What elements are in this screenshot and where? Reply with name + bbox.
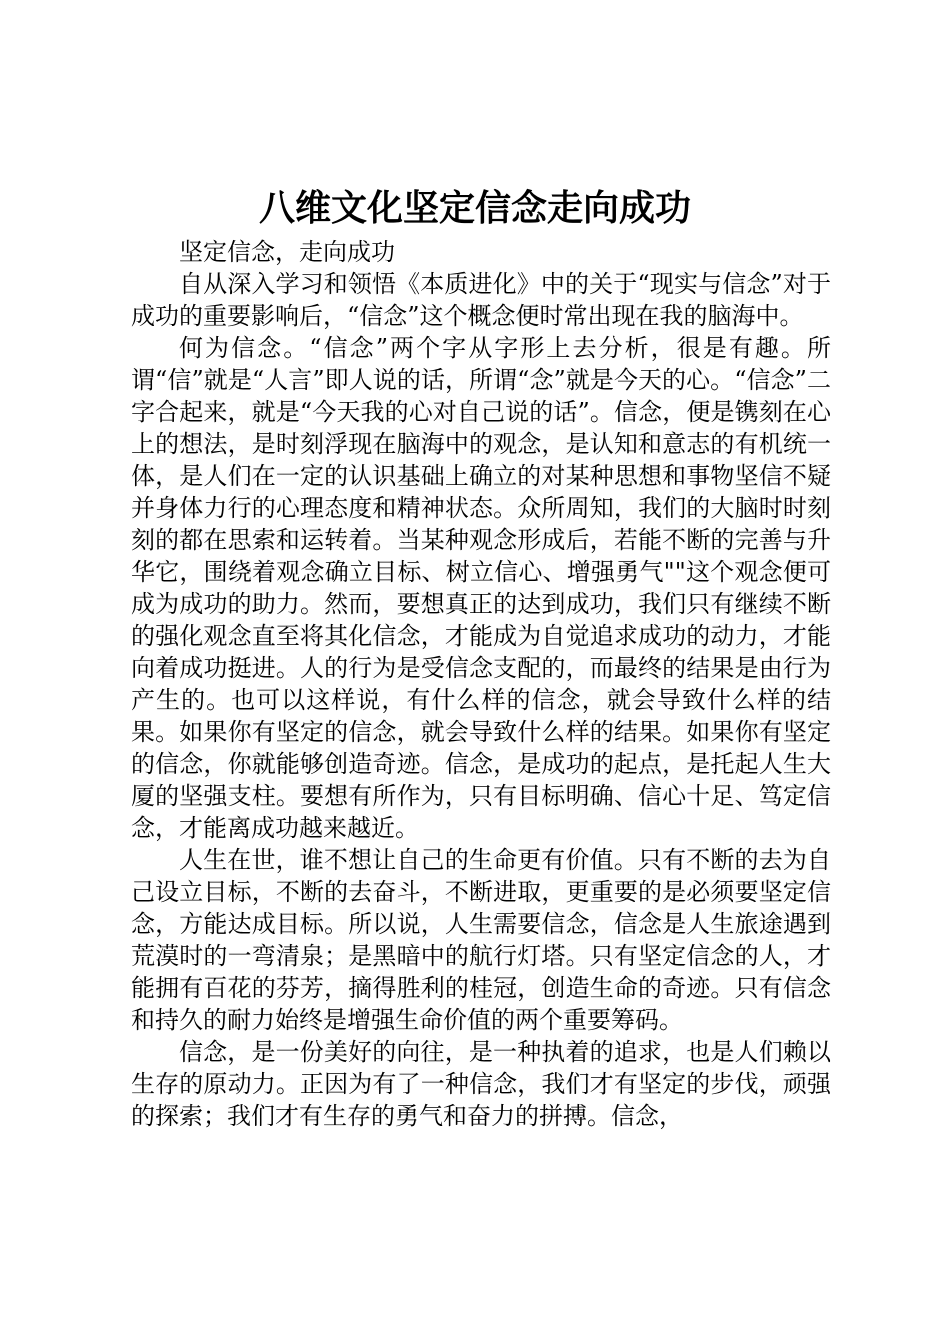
body-paragraph: 信念，是一份美好的向往，是一种执着的追求，也是人们赖以生存的原动力。正因为有了一种信念，我们才有坚定的步伐，顽强的探索；我们才有生存的勇气和奋力的拼搏。信念， (131, 1038, 831, 1130)
document-body (131, 236, 831, 1132)
body-paragraph: 人生在世，谁不想让自己的生命更有价值。只有不断的去为自己设立目标，不断的去奋斗，不断进取，更重要的是必须要坚定信念，方能达成目标。所以说，人生需要信念，信念是人生旅途遇到荒漠时的一弯清泉；是黑暗中的航行灯塔。只有坚定信念的人，才能拥有百花的芬芳，摘得胜利的桂冠，创造生命的奇迹。只有信念和持久的耐力始终是增强生命价值的两个重要筹码。 (131, 846, 831, 1034)
subtitle-paragraph: 坚定信念，走向成功 (179, 238, 395, 266)
document-title: 八维文化坚定信念走向成功 (258, 187, 691, 229)
body-paragraph: 何为信念。“信念”两个字从字形上去分析，很是有趣。所谓“信”就是“人言”即人说的话，所谓“念”就是今天的心。“信念”二字合起来，就是“今天我的心对自己说的话”。信念，便是镌刻在心上的想法，是时刻浮现在脑海中的观念，是认知和意志的有机统一体，是人们在一定的认识基础上确立的对某种思想和事物坚信不疑并身体力行的心理态度和精神状态。众所周知，我们的大脑时时刻刻的都在思索和运转着。当某种观念形成后，若能不断的完善与升华它，围绕着观念确立目标、树立信心、增强勇气""这个观念便可成为成功的助力。然而，要想真正的达到成功，我们只有继续不断的强化观念直至将其化信念，才能成为自觉追求成功的动力，才能向着成功挺进。人的行为是受信念支配的，而最终的结果是由行为产生的。也可以这样说，有什么样的信念，就会导致什么样的结果。如果你有坚定的信念，就会导致什么样的结果。如果你有坚定的信念，你就能够创造奇迹。信念，是成功的起点，是托起人生大厦的坚强支柱。要想有所作为，只有目标明确、信心十足、笃定信念，才能离成功越来越近。 (131, 334, 831, 842)
body-paragraph: 自从深入学习和领悟《本质进化》中的关于“现实与信念”对于成功的重要影响后，“信念”这个概念便时常出现在我的脑海中。 (131, 270, 831, 330)
